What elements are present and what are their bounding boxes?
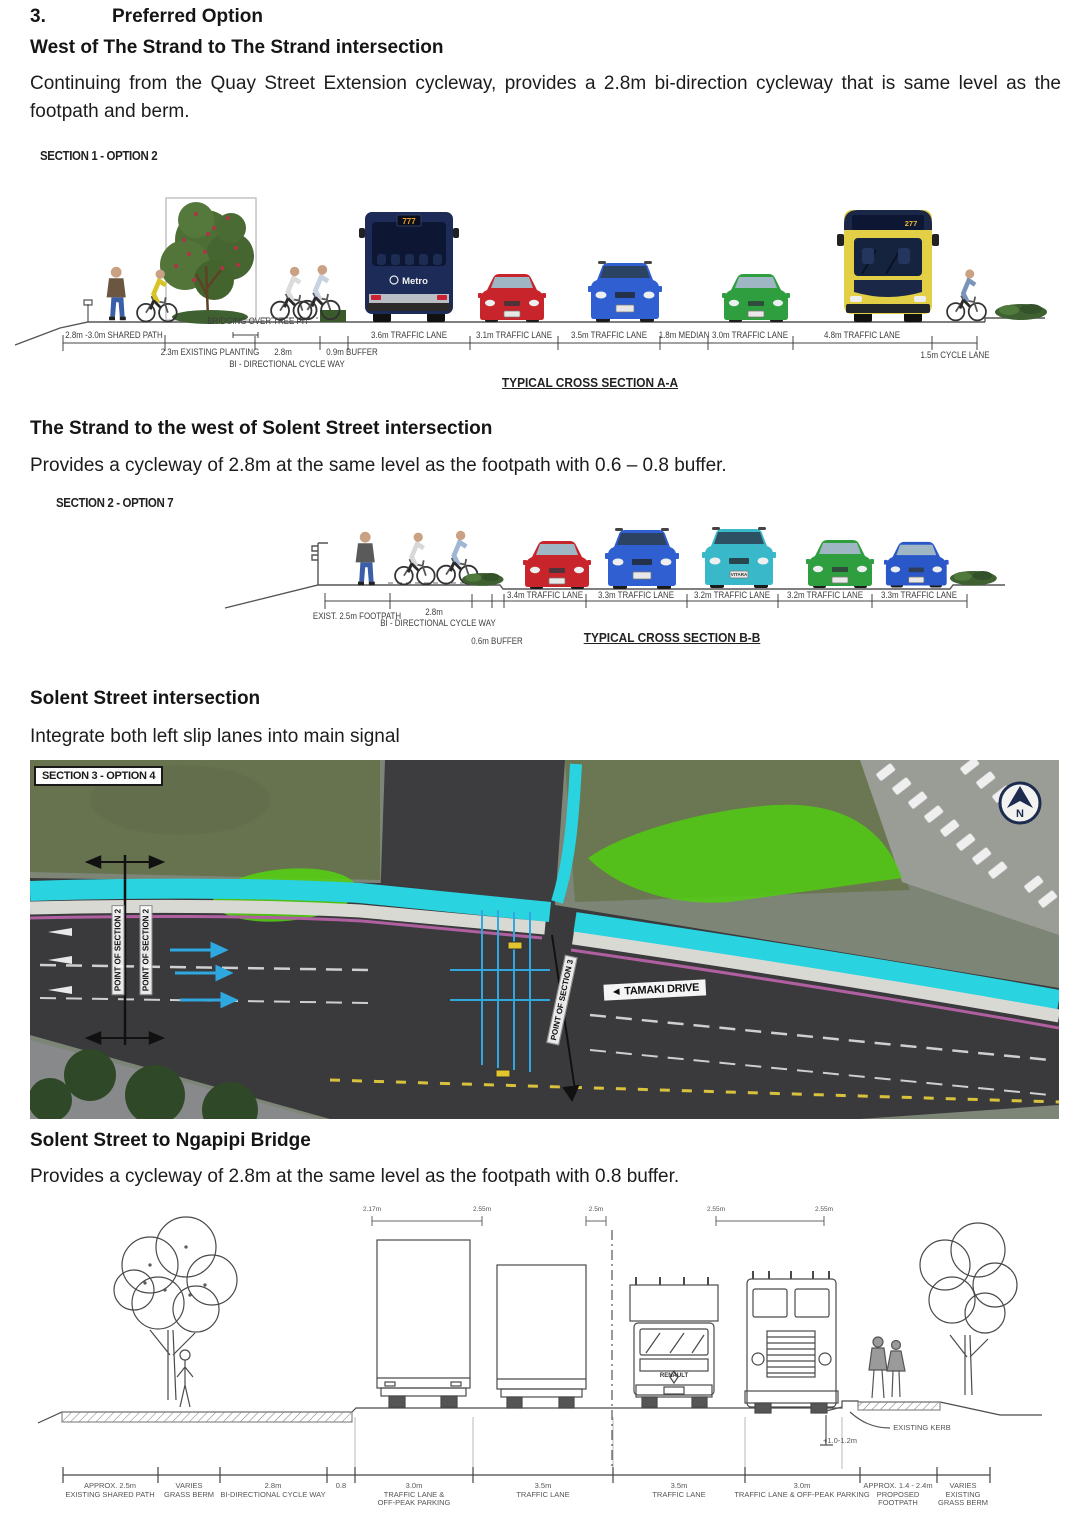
pedestrians-line-icon	[869, 1337, 905, 1398]
top-dim-label: 2.55m	[814, 1206, 834, 1213]
dim-label: VARIES EXISTING GRASS BERM	[937, 1481, 989, 1507]
box-truck-icon	[377, 1240, 470, 1407]
dim-label: 3.3m TRAFFIC LANE	[881, 590, 957, 600]
section4-heading: Solent Street to Ngapipi Bridge	[30, 1130, 311, 1151]
figure-caption: TYPICAL CROSS SECTION A-A	[501, 376, 679, 390]
matchline-label: POINT OF SECTION 2	[112, 905, 125, 995]
dim-label: 3.6m TRAFFIC LANE	[371, 330, 447, 340]
red-car-icon	[523, 541, 591, 589]
dim-label: 1.8m MEDIAN	[658, 330, 710, 340]
dimension-line	[63, 1467, 990, 1483]
dim-label: 3.1m TRAFFIC LANE	[476, 330, 552, 340]
left-arrow-icon: ◄	[610, 985, 622, 999]
dim-label: 2.8m	[425, 607, 443, 617]
map-section-badge: SECTION 3 - OPTION 4	[34, 766, 163, 786]
dim-label: 3.5m TRAFFIC LANE	[571, 330, 647, 340]
blue-car-icon	[605, 528, 679, 589]
green-car-icon	[722, 274, 790, 322]
heading-number: 3.	[30, 6, 46, 27]
dim-label: BI - DIRECTIONAL CYCLE WAY	[380, 618, 496, 628]
dim-label: 2.8m	[274, 347, 292, 357]
section2-body: Provides a cycleway of 2.8m at the same level as the footpath with 0.6 – 0.8 buffer.	[30, 455, 727, 476]
matchline-label: POINT OF SECTION 3	[546, 955, 577, 1046]
solent-street	[380, 760, 565, 905]
truck-brand: RENAULT	[659, 1373, 689, 1379]
suv-plate: VITARA	[730, 572, 748, 577]
north-compass-icon	[1000, 783, 1040, 823]
blue-car-icon	[884, 542, 949, 588]
teal-suv-icon	[702, 527, 776, 588]
dim-label: 3.5m TRAFFIC LANE	[516, 1481, 570, 1499]
green-car-icon	[806, 540, 874, 588]
kerb-dim: +1.0-1.2m	[823, 1436, 857, 1445]
section2-figure-label: SECTION 2 - OPTION 7	[56, 496, 174, 510]
top-dim-label: 2.17m	[362, 1206, 382, 1213]
cyclist-icon	[271, 267, 311, 320]
figure-caption: TYPICAL CROSS SECTION B-B	[583, 631, 761, 645]
box-truck-icon	[497, 1265, 586, 1408]
dim-label: 4.8m TRAFFIC LANE	[824, 330, 900, 340]
cross-section-linework-figure	[0, 1195, 1089, 1495]
dim-label: 3.0m TRAFFIC LANE	[712, 330, 788, 340]
yellow-bus-icon	[837, 210, 939, 322]
pedestrian-icon	[107, 267, 126, 320]
bush-icon	[995, 304, 1047, 320]
section1-heading: West of The Strand to The Strand intersection	[30, 37, 444, 58]
dim-label: VARIES GRASS BERM	[163, 1481, 215, 1499]
dim-label: 1.5m CYCLE LANE	[920, 350, 990, 360]
dim-label: 2.8m -3.0m SHARED PATH	[65, 330, 163, 340]
bus-route-number: 777	[402, 217, 416, 226]
dim-label: 3.2m TRAFFIC LANE	[694, 590, 770, 600]
bush-icon	[950, 571, 997, 585]
dim-label: APPROX. 2.5m EXISTING SHARED PATH	[65, 1481, 155, 1499]
dim-label: 0.8	[335, 1481, 347, 1490]
bus-route-number: 277	[904, 219, 918, 228]
dim-label: 3.4m TRAFFIC LANE	[507, 590, 583, 600]
cyclist-icon	[395, 533, 435, 585]
cross-section-b-figure	[0, 505, 1089, 635]
heading-text: Preferred Option	[112, 6, 263, 27]
dim-label: 3.0m TRAFFIC LANE & OFF-PEAK PARKING	[734, 1481, 870, 1499]
metro-bus-icon	[359, 212, 459, 322]
dim-label: BRIDGING OVER TREE PIT	[207, 316, 309, 326]
tree-line-icon	[920, 1223, 1017, 1395]
top-dim-label: 2.55m	[472, 1206, 492, 1213]
top-dim-label: 2.55m	[706, 1206, 726, 1213]
section3-body: Integrate both left slip lanes into main signal	[30, 726, 400, 747]
dim-label: 3.5m TRAFFIC LANE	[652, 1481, 706, 1499]
dim-label: 0.6m BUFFER	[471, 636, 523, 646]
top-dim-label: 2.5m	[588, 1206, 604, 1213]
pedestrian-icon	[356, 532, 375, 585]
dim-label: 3.0m TRAFFIC LANE & OFF-PEAK PARKING	[377, 1481, 451, 1507]
dim-label: 2.8m BI-DIRECTIONAL CYCLE WAY	[220, 1481, 326, 1499]
page-title	[30, 6, 263, 28]
tree-icon	[160, 198, 256, 324]
cyclist-icon	[947, 269, 986, 320]
matchline-label: POINT OF SECTION 2	[140, 905, 153, 995]
dim-label: BI - DIRECTIONAL CYCLE WAY	[229, 359, 345, 369]
section3-heading: Solent Street intersection	[30, 688, 261, 709]
bus-brand: Metro	[402, 276, 428, 287]
blue-car-icon	[588, 261, 662, 322]
path-post	[84, 300, 92, 322]
semi-truck-icon	[745, 1271, 838, 1413]
tree-line-icon	[114, 1217, 237, 1400]
dim-label: 2.3m EXISTING PLANTING	[160, 347, 260, 357]
dim-label: 3.2m TRAFFIC LANE	[787, 590, 863, 600]
person-line-icon	[177, 1350, 193, 1407]
section4-body: Provides a cycleway of 2.8m at the same level as the footpath with 0.8 buffer.	[30, 1166, 680, 1187]
section2-heading: The Strand to the west of Solent Street intersection	[30, 418, 493, 439]
footpath-hatch	[858, 1402, 940, 1410]
svg-text:N: N	[1016, 808, 1024, 820]
road-name-label: ◄ TAMAKI DRIVE	[603, 979, 706, 1000]
red-car-icon	[478, 274, 546, 322]
dim-label: EXIST. 2.5m FOOTPATH	[312, 611, 402, 621]
renault-truck-icon	[630, 1277, 718, 1407]
dim-label: 0.9m BUFFER	[326, 347, 378, 357]
buffer-bush-icon	[462, 573, 504, 586]
dim-label: APPROX. 1.4 - 2.4m PROPOSED FOOTPATH	[863, 1481, 933, 1507]
dim-label: 3.3m TRAFFIC LANE	[598, 590, 674, 600]
section1-body: Continuing from the Quay Street Extension cycleway, provides a 2.8m bi-direction cycleway that is same level as the footpath and berm.	[30, 73, 1061, 122]
kerb-note: EXISTING KERB	[893, 1423, 951, 1432]
intersection-aerial-plan	[30, 760, 1059, 1119]
shared-path-hatch	[62, 1412, 352, 1422]
section1-figure-label: SECTION 1 - OPTION 2	[40, 149, 158, 163]
signal-pole	[312, 543, 328, 585]
